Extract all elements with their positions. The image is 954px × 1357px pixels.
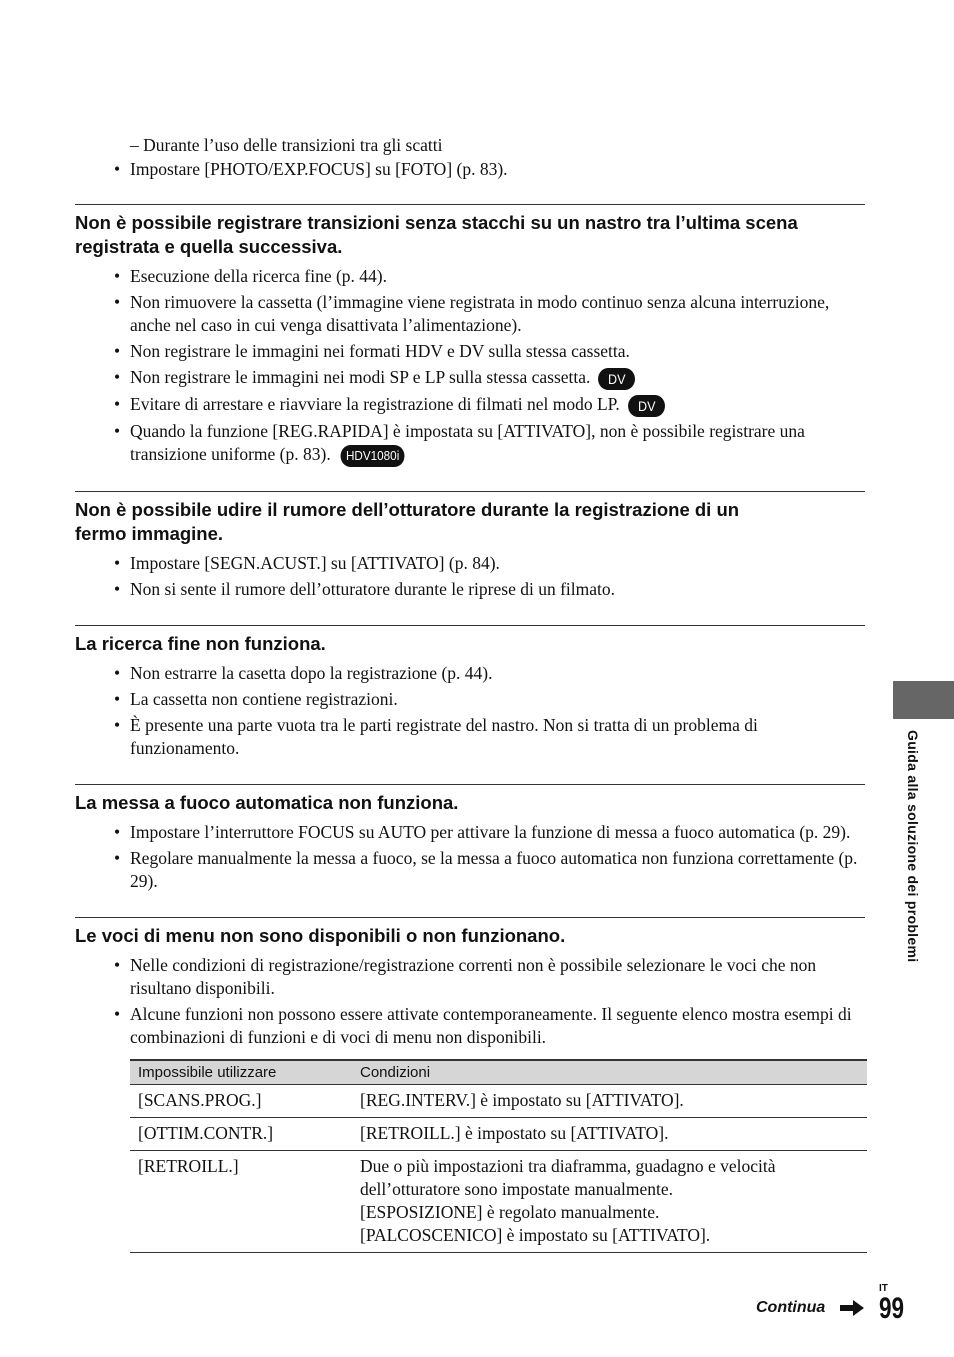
section-title: Non è possibile udire il rumore dell’otturatore durante la registrazione di un fermo immagine. bbox=[75, 498, 740, 544]
section-registrare-transizioni bbox=[75, 204, 865, 467]
table-row bbox=[130, 1084, 867, 1117]
bullet-list bbox=[75, 265, 865, 467]
intro-block bbox=[75, 132, 865, 181]
table-cell: [RETROILL.] bbox=[130, 1150, 352, 1252]
condition-line: [ESPOSIZIONE] è regolato manualmente. bbox=[360, 1201, 660, 1222]
condition-line: Due o più impostazioni tra diaframma, guadagno e velocità dell’otturatore sono impostate manualmente. bbox=[360, 1155, 776, 1199]
page-number: 99 bbox=[879, 1292, 905, 1325]
list-item-text: Evitare di arrestare e riavviare la registrazione di filmati nel modo LP. bbox=[130, 393, 620, 414]
arrow-right-icon bbox=[840, 1300, 864, 1316]
column-header: Impossibile utilizzare bbox=[130, 1060, 352, 1085]
section-rumore-otturatore bbox=[75, 491, 865, 601]
condition-line: [PALCOSCENICO] è impostato su [ATTIVATO]. bbox=[360, 1224, 711, 1245]
section-title: La ricerca fine non funziona. bbox=[75, 632, 326, 654]
list-item: • Regolare manualmente la messa a fuoco, se la messa a fuoco automatica non funziona correttamente (p. 29). bbox=[130, 847, 865, 893]
chapter-tab bbox=[893, 681, 954, 719]
list-item: • Nelle condizioni di registrazione/registrazione correnti non è possibile selezionare le voci che non risultano disponibili. bbox=[130, 954, 865, 1000]
dv-format-badge: DV bbox=[598, 368, 635, 390]
list-item: • Non rimuovere la cassetta (l’immagine viene registrata in modo continuo senza alcuna interruzione, anche nel caso in cui venga disattivata l’alimentazione). bbox=[130, 291, 865, 337]
list-item-text: Non registrare le immagini nei modi SP e LP sulla stessa cassetta. bbox=[130, 367, 591, 387]
section-ricerca-fine bbox=[75, 625, 865, 760]
section-title: Non è possibile registrare transizioni senza stacchi su un nastro tra l’ultima scena registrata e quella successiva. bbox=[75, 212, 798, 257]
table-cell: [RETROILL.] è impostato su [ATTIVATO]. bbox=[352, 1117, 867, 1150]
list-item: • Non registrare le immagini nei formati HDV e DV sulla stessa cassetta. bbox=[130, 340, 865, 363]
list-item bbox=[130, 393, 865, 417]
bullet-list bbox=[75, 662, 865, 760]
language-code: IT bbox=[879, 1283, 888, 1294]
list-item: • La cassetta non contiene registrazioni. bbox=[130, 688, 865, 711]
table-cell: [OTTIM.CONTR.] bbox=[130, 1117, 352, 1150]
table-cell bbox=[352, 1150, 867, 1252]
bullet-list bbox=[75, 552, 865, 601]
list-item: • Non si sente il rumore dell’otturatore durante le riprese di un filmato. bbox=[130, 578, 865, 601]
list-item-text: Quando la funzione [REG.RAPIDA] è impostata su [ATTIVATO], non è possibile registrare una transizione uniforme (p. 83). bbox=[130, 420, 805, 464]
dash-item: – Durante l’uso delle transizioni tra gli scatti bbox=[130, 135, 443, 155]
table-cell: [SCANS.PROG.] bbox=[130, 1084, 352, 1117]
list-item: • Impostare [PHOTO/EXP.FOCUS] su [FOTO] (p. 83). bbox=[130, 158, 865, 181]
bullet-list bbox=[75, 821, 865, 893]
dv-format-badge: DV bbox=[628, 395, 665, 417]
menu-conditions-table bbox=[130, 1059, 867, 1253]
hdv-format-badge: HDV1080i bbox=[340, 445, 404, 467]
bullet-list bbox=[75, 954, 865, 1049]
document-page bbox=[75, 132, 865, 1253]
list-item bbox=[130, 366, 865, 390]
section-messa-a-fuoco bbox=[75, 784, 865, 893]
list-item bbox=[130, 420, 865, 467]
list-item: • Non estrarre la casetta dopo la registrazione (p. 44). bbox=[130, 662, 865, 685]
list-item: • Impostare l’interruttore FOCUS su AUTO per attivare la funzione di messa a fuoco automatica (p. 29). bbox=[130, 821, 865, 844]
chapter-label: Guida alla soluzione dei problemi bbox=[905, 730, 921, 963]
list-item: • Esecuzione della ricerca fine (p. 44). bbox=[130, 265, 865, 288]
table-row bbox=[130, 1150, 867, 1252]
list-item: • È presente una parte vuota tra le parti registrate del nastro. Non si tratta di un problema di funzionamento. bbox=[130, 714, 865, 760]
section-voci-di-menu bbox=[75, 917, 865, 1253]
section-title: Le voci di menu non sono disponibili o non funzionano. bbox=[75, 924, 566, 946]
list-item: • Impostare [SEGN.ACUST.] su [ATTIVATO] (p. 84). bbox=[130, 552, 865, 575]
section-title: La messa a fuoco automatica non funziona. bbox=[75, 791, 459, 813]
table-row bbox=[130, 1117, 867, 1150]
table-cell: [REG.INTERV.] è impostato su [ATTIVATO]. bbox=[352, 1084, 867, 1117]
column-header: Condizioni bbox=[352, 1060, 867, 1085]
continua-label: Continua bbox=[756, 1299, 826, 1316]
list-item: • Alcune funzioni non possono essere attivate contemporaneamente. Il seguente elenco mostra esempi di combinazioni di funzioni e di voci di menu non disponibili. bbox=[130, 1003, 865, 1049]
